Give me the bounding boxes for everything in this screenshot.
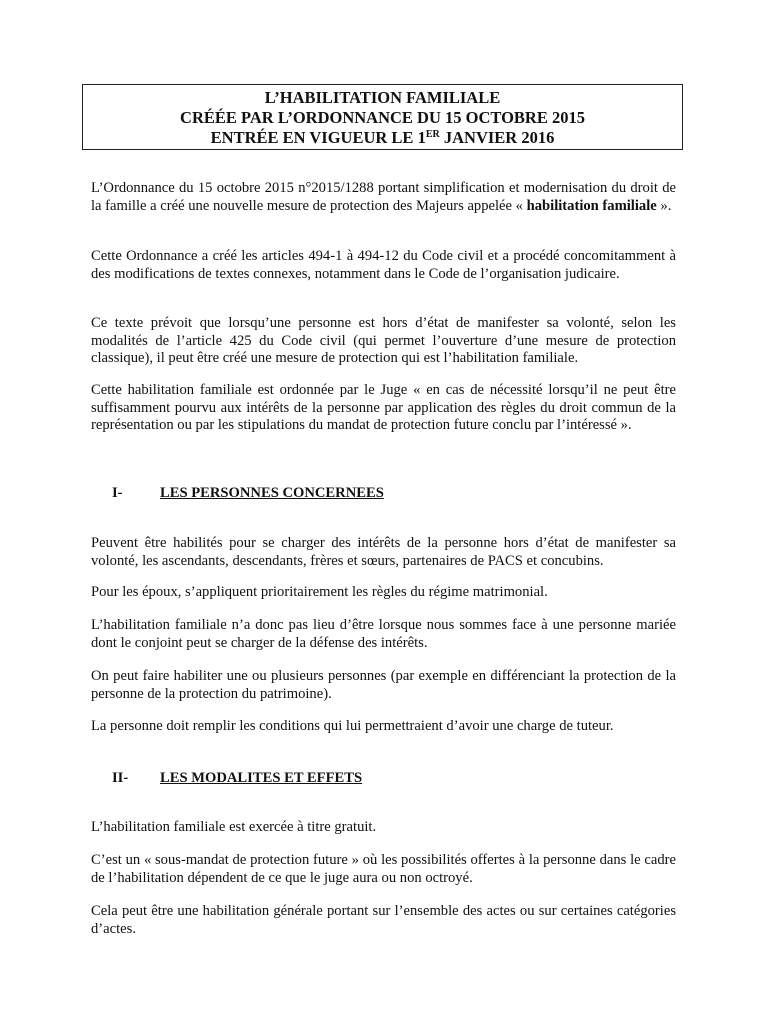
title-line-3-post: JANVIER 2016 bbox=[439, 128, 555, 147]
title-line-2: CRÉÉE PAR L’ORDONNANCE DU 15 OCTOBRE 2015 bbox=[180, 108, 585, 127]
intro-paragraph-4: Cette habilitation familiale est ordonnée par le Juge « en cas de nécessité lorsqu’il ne peut être suffisamment pourvu aux intérêts de la personne par application des règles du droit commun de la représentation ou par les stipulations du mandat de protection future conclu par l’intéressé ». bbox=[91, 382, 676, 434]
intro-p1-end: ». bbox=[656, 197, 672, 214]
title-line-1: L’HABILITATION FAMILIALE bbox=[264, 88, 501, 107]
section-1-paragraph-1: Peuvent être habilités pour se charger des intérêts de la personne hors d’état de manifester sa volonté, les ascendants, descendants, frères et sœurs, partenaires de PACS et concubins. bbox=[91, 535, 676, 569]
section-1-paragraph-4: On peut faire habiliter une ou plusieurs personnes (par exemple en différenciant la protection de la personne de la protection du patrimoine). bbox=[91, 668, 676, 702]
section-2-number: II- bbox=[112, 770, 129, 786]
title-line-3-pre: ENTRÉE EN VIGUEUR LE 1 bbox=[210, 128, 426, 147]
section-2-title: LES MODALITES ET EFFETS bbox=[160, 770, 363, 786]
intro-p1-text: L’Ordonnance du 15 octobre 2015 n°2015/1288 portant simplification et modernisation du droit de la famille a créé une nouvelle mesure de protection des Majeurs appelée « bbox=[91, 180, 676, 214]
section-2-heading bbox=[112, 769, 362, 787]
intro-paragraph-1 bbox=[91, 180, 676, 215]
section-2-paragraph-2: C’est un « sous-mandat de protection future » où les possibilités offertes à la personne dans le cadre de l’habilitation dépendent de ce que le juge aura ou non octroyé. bbox=[91, 852, 676, 886]
section-1-paragraph-3: L’habilitation familiale n’a donc pas lieu d’être lorsque nous sommes face à une personne mariée dont le conjoint peut se charger de la défense des intérêts. bbox=[91, 617, 676, 651]
intro-paragraph-3: Ce texte prévoit que lorsqu’une personne est hors d’état de manifester sa volonté, selon les modalités de l’article 425 du Code civil (qui permet l’ouverture d’une mesure de protection classique), il peut être créé une mesure de protection qui est l’habilitation familiale. bbox=[91, 315, 676, 367]
section-2-paragraph-3: Cela peut être une habilitation générale portant sur l’ensemble des actes ou sur certaines catégories d’actes. bbox=[91, 903, 676, 937]
title-line-3 bbox=[83, 128, 682, 148]
intro-paragraph-2: Cette Ordonnance a créé les articles 494-1 à 494-12 du Code civil et a procédé concomitamment à des modifications de textes connexes, notamment dans le Code de l’organisation judicaire. bbox=[91, 248, 676, 282]
section-1-paragraph-2: Pour les époux, s’appliquent prioritairement les règles du régime matrimonial. bbox=[91, 584, 548, 600]
section-2-paragraph-1: L’habilitation familiale est exercée à titre gratuit. bbox=[91, 819, 377, 835]
section-1-title: LES PERSONNES CONCERNEES bbox=[160, 485, 384, 501]
title-box bbox=[82, 84, 683, 150]
section-1-paragraph-5: La personne doit remplir les conditions qui lui permettraient d’avoir une charge de tuteur. bbox=[91, 718, 614, 734]
section-1-heading bbox=[112, 484, 384, 502]
section-1-number: I- bbox=[112, 485, 123, 501]
intro-p1-bold: habilitation familiale bbox=[526, 197, 657, 214]
title-superscript: ER bbox=[425, 129, 440, 140]
